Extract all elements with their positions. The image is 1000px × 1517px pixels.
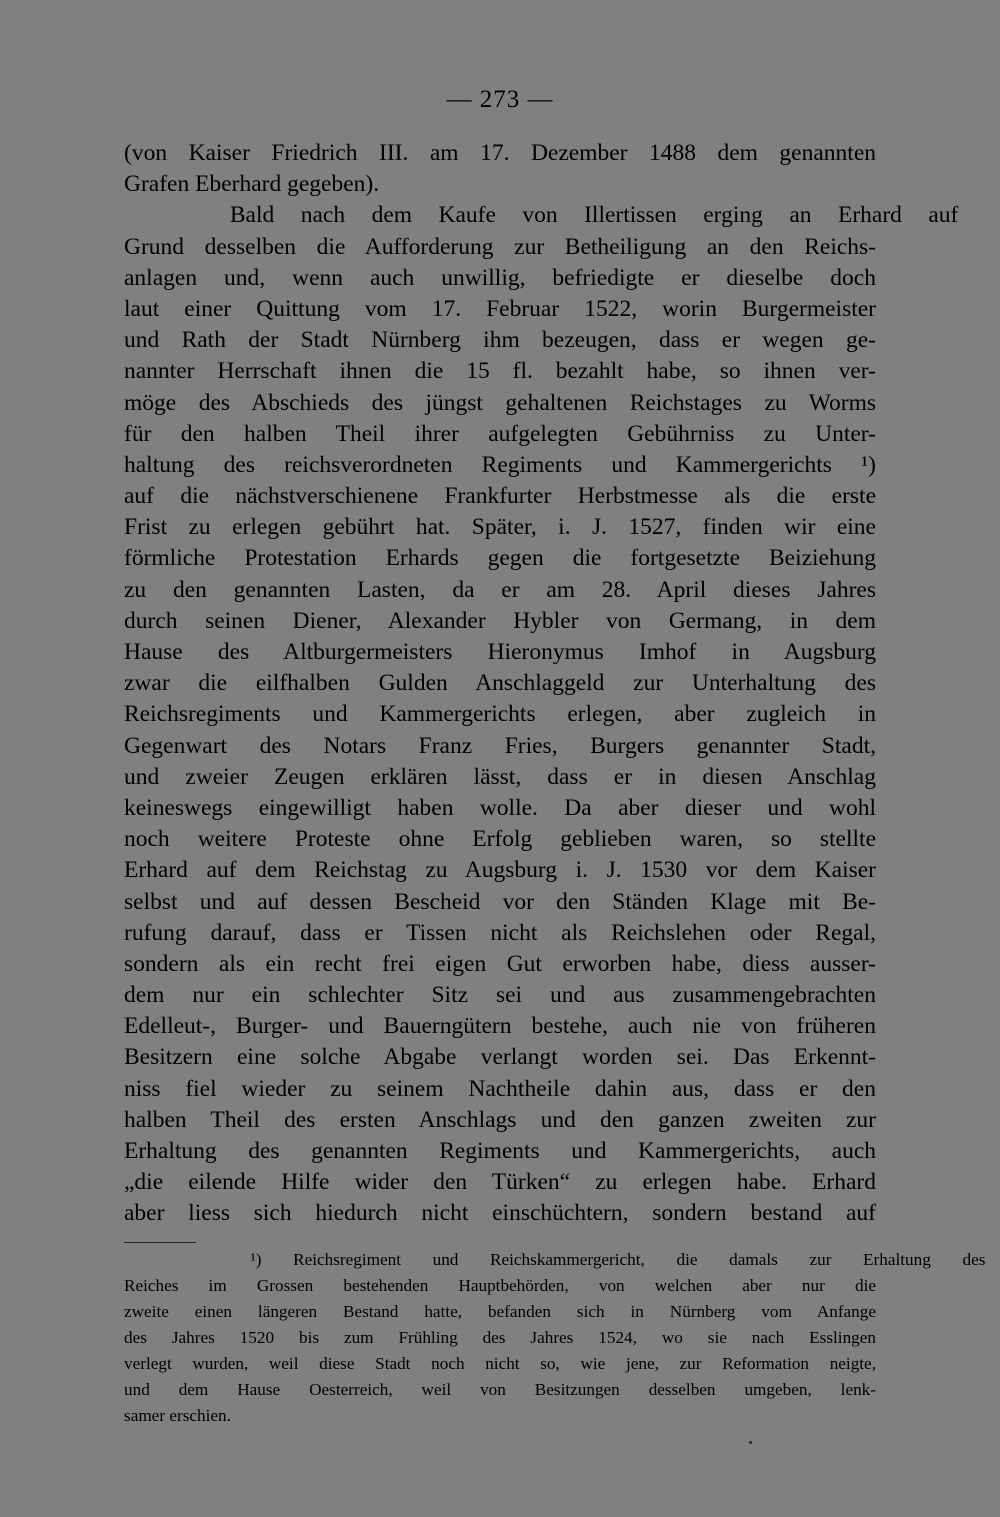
text-line: auf die nächstverschienene Frankfurter Herbstmesse als die erste xyxy=(124,483,876,510)
text-line: zu den genannten Lasten, da er am 28. April dieses Jahres xyxy=(124,576,876,603)
footnotes xyxy=(124,1247,986,1429)
text-line: sondern als ein recht frei eigen Gut erworben habe, diess ausser- xyxy=(124,950,876,977)
text-line: Erhaltung des genannten Regiments und Kammergerichts, auch xyxy=(124,1138,876,1164)
text-line: Bald nach dem Kaufe von Illertissen erging an Erhard auf xyxy=(124,202,959,229)
text-line: noch weitere Proteste ohne Erfolg geblieben waren, so stellte xyxy=(124,826,876,853)
body-text xyxy=(124,138,959,1230)
text-line: laut einer Quittung vom 17. Februar 1522, worin Burgermeister xyxy=(124,295,876,322)
text-line: aber liess sich hiedurch nicht einschüchtern, sondern bestand auf xyxy=(124,1200,876,1227)
text-line: selbst und auf dessen Bescheid vor den Ständen Klage mit Be- xyxy=(124,888,876,915)
text-line: keineswegs eingewilligt haben wolle. Da aber dieser und wohl xyxy=(124,794,876,821)
text-line: halben Theil des ersten Anschlags und den ganzen zweiten zur xyxy=(124,1106,876,1133)
text-line: nannter Herrschaft ihnen die 15 fl. bezahlt habe, so ihnen ver- xyxy=(124,358,876,385)
text-line: haltung des reichsverordneten Regiments und Kammergerichts ¹) xyxy=(124,451,876,478)
footnote-line: zweite einen längeren Bestand hatte, befanden sich in Nürnberg vom Anfange xyxy=(124,1302,876,1321)
text-line: zwar die eilfhalben Gulden Anschlaggeld zur Unterhaltung des xyxy=(124,670,876,697)
text-line: und zweier Zeugen erklären lässt, dass er in diesen Anschlag xyxy=(124,763,876,790)
text-line: Edelleut-, Burger- und Bauerngütern bestehe, auch nie von früheren xyxy=(124,1013,876,1040)
text-line: Erhard auf dem Reichstag zu Augsburg i. J. 1530 vor dem Kaiser xyxy=(124,857,876,884)
text-line: Grafen Eberhard gegeben). xyxy=(124,171,380,198)
text-line: förmliche Protestation Erhards gegen die fortgesetzte Beiziehung xyxy=(124,545,876,572)
text-line: niss fiel wieder zu seinem Nachtheile dahin aus, dass er den xyxy=(124,1075,876,1102)
footnote-line: verlegt wurden, weil diese Stadt noch nicht so, wie jene, zur Reformation neigte, xyxy=(124,1354,876,1373)
text-line: rufung darauf, dass er Tissen nicht als Reichslehen oder Regal, xyxy=(124,919,876,946)
footnote-line: Reiches im Grossen bestehenden Hauptbehörden, von welchen aber nur die xyxy=(124,1276,876,1295)
text-line: anlagen und, wenn auch unwillig, befriedigte er dieselbe doch xyxy=(124,264,876,291)
footnote-line: des Jahres 1520 bis zum Frühling des Jahres 1524, wo sie nach Esslingen xyxy=(124,1328,876,1347)
text-line: Besitzern eine solche Abgabe verlangt worden sei. Das Erkennt- xyxy=(124,1044,876,1071)
text-line: dem nur ein schlechter Sitz sei und aus zusammengebrachten xyxy=(124,982,876,1009)
page-number: — 273 — xyxy=(446,86,554,113)
text-line: Reichsregiments und Kammergerichts erlegen, aber zugleich in xyxy=(124,701,876,728)
scan-speck xyxy=(749,1441,752,1444)
text-line: „die eilende Hilfe wider den Türken“ zu erlegen habe. Erhard xyxy=(124,1169,876,1196)
footnote-line: samer erschien. xyxy=(124,1406,231,1425)
text-line: durch seinen Diener, Alexander Hybler von Germang, in dem xyxy=(124,607,876,634)
footnote-line: ¹) Reichsregiment und Reichskammergericht, die damals zur Erhaltung des xyxy=(124,1250,986,1269)
footnote-line: und dem Hause Oesterreich, weil von Besitzungen desselben umgeben, lenk- xyxy=(124,1380,876,1399)
text-line: und Rath der Stadt Nürnberg ihm bezeugen, dass er wegen ge- xyxy=(124,327,876,354)
text-line: Grund desselben die Aufforderung zur Betheiligung an den Reichs- xyxy=(124,233,876,260)
text-line: Hause des Altburgermeisters Hieronymus Imhof in Augsburg xyxy=(124,639,876,665)
footnote-divider xyxy=(124,1242,196,1243)
text-line: Gegenwart des Notars Franz Fries, Burgers genannter Stadt, xyxy=(124,732,876,759)
text-line: Frist zu erlegen gebührt hat. Später, i. J. 1527, finden wir eine xyxy=(124,514,876,541)
text-line: (von Kaiser Friedrich III. am 17. Dezember 1488 dem genannten xyxy=(124,140,876,166)
text-line: für den halben Theil ihrer aufgelegten Gebührniss zu Unter- xyxy=(124,420,876,447)
text-line: möge des Abschieds des jüngst gehaltenen Reichstages zu Worms xyxy=(124,389,876,416)
